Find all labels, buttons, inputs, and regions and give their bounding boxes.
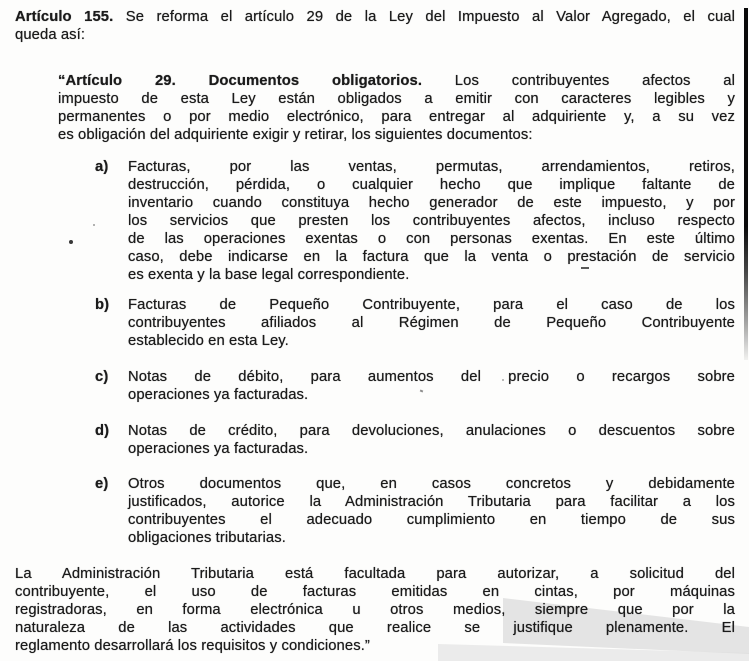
list-item-c — [95, 368, 735, 404]
closing-paragraph: La Administración Tributaria está facultada para autorizar, a solicitud del contribuyente, el uso de facturas emitidas en cintas, por máquinas registradoras, en forma electrónica u otros medios, siempre que por la naturaleza de las actividades que realice se justifique plenamente. El reglamento desarrollará los requisitos y condiciones.” — [15, 566, 735, 654]
article-155-paragraph: Artículo 155. Se reforma el artículo 29 de la Ley del Impuesto al Valor Agregado, el cual queda así: — [15, 9, 735, 43]
list-item-d — [95, 422, 735, 458]
article-29-quote-paragraph: “Artículo 29. Documentos obligatorios. Los contribuyentes afectos al impuesto de esta Ley están obligados a emitir con caracteres legibles y permanentes o por medio electrónico, para entregar al adquiriente y, a su vez es obligación del adquiriente exigir y retirar, los siguientes documentos: — [58, 73, 735, 143]
list-item-a — [95, 158, 735, 284]
list-item-letter: c) — [95, 369, 109, 385]
list-item-letter: a) — [95, 159, 109, 175]
list-item-text: Notas de crédito, para devoluciones, anulaciones o descuentos sobre operaciones ya facturadas. — [128, 423, 735, 457]
obligatory-documents-list — [95, 158, 735, 547]
list-item-text: Otros documentos que, en casos concretos y debidamente justificados, autorice la Administración Tributaria para facilitar a los contribuyentes el adecuado cumplimiento en tiempo de sus obligaciones tributarias. — [128, 476, 735, 546]
list-item-letter: b) — [95, 297, 110, 313]
list-item-text: Notas de débito, para aumentos del precio o recargos sobre operaciones ya facturadas. — [128, 369, 735, 403]
list-item-e — [95, 475, 735, 547]
list-item-text: Facturas de Pequeño Contribuyente, para el caso de los contribuyentes afiliados al Régimen de Pequeño Contribuyente establecido en esta Ley. — [128, 297, 735, 349]
list-item-text: Facturas, por las ventas, permutas, arrendamientos, retiros, destrucción, pérdida, o cualquier hecho que implique faltante de inventario cuando constituya hecho generador de este impuesto, y por los servicios que presten los contribuyentes afectos, incluso respecto de las operaciones exentas o con personas exentas. En este último caso, debe indicarse en la factura que la venta o prestación de servicio es exenta y la base legal correspondiente. — [128, 159, 735, 283]
list-item-letter: d) — [95, 423, 110, 439]
list-item-letter: e) — [95, 476, 109, 492]
list-item-b — [95, 296, 735, 350]
